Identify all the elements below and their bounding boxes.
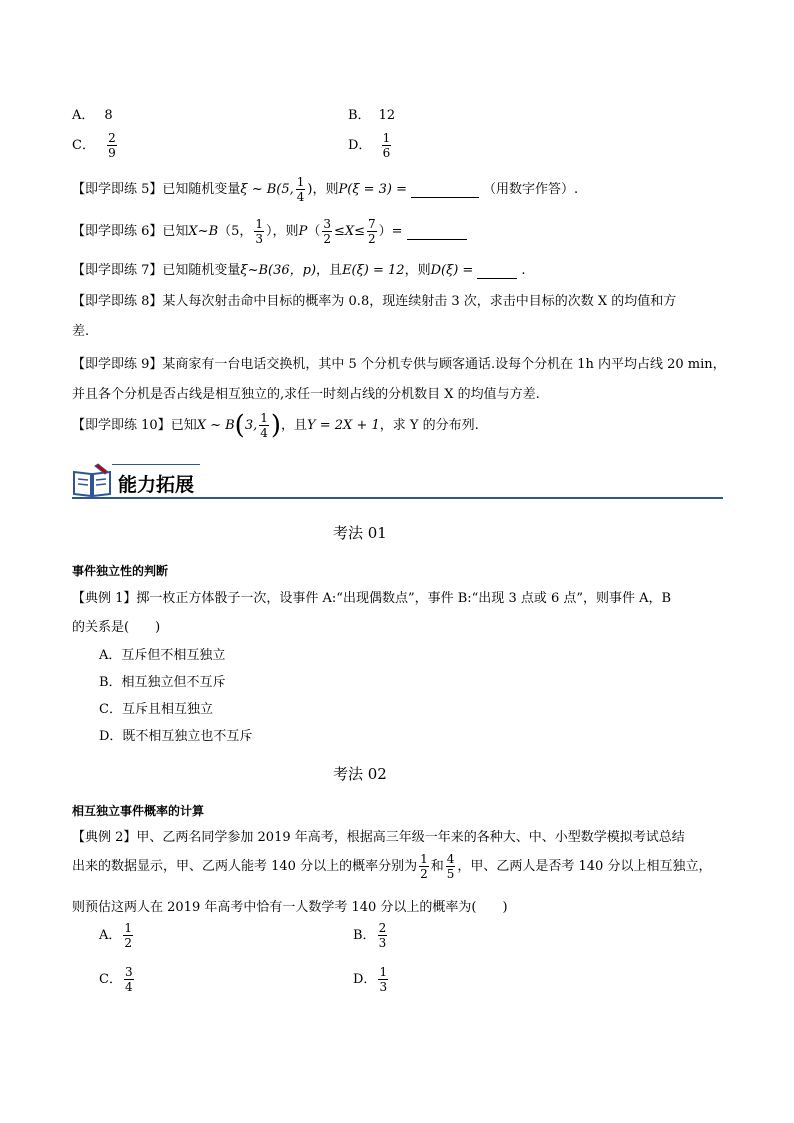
exercise-text: )，则	[307, 182, 339, 197]
example-1-cont	[72, 616, 160, 635]
exercise-tag: 【即学即练 9】	[72, 357, 163, 372]
example-text: 的关系是( )	[72, 620, 161, 635]
exercise-text: ，求 Y 的分布列.	[379, 418, 479, 433]
example-2-cont	[72, 853, 711, 880]
exercise-7	[72, 259, 525, 279]
kaofa-01-subtitle: 事件独立性的判断	[72, 564, 169, 578]
example-2-option-a	[99, 922, 135, 949]
option-b-label: B．	[348, 108, 371, 123]
option-a	[72, 104, 113, 123]
answer-blank[interactable]	[407, 224, 467, 240]
exercise-text: ，且	[281, 418, 308, 433]
fraction	[322, 218, 332, 245]
frac-den: 3	[378, 936, 387, 950]
option-d-fraction	[382, 132, 392, 159]
exercise-8-cont	[72, 320, 89, 339]
example-2	[72, 826, 685, 845]
paren-right: )	[270, 410, 282, 441]
frac-den: 5	[446, 867, 455, 881]
frac-num: 3	[124, 965, 133, 979]
fraction	[123, 922, 133, 949]
fraction	[378, 922, 388, 949]
exercise-text: ，且	[316, 263, 343, 278]
exercise-tag: 【即学即练 6】	[72, 224, 163, 239]
math-expr: D(ξ) =	[430, 263, 474, 278]
exercise-text: （用数字作答）.	[483, 182, 579, 197]
section-divider	[72, 497, 723, 499]
math-expr: 3,	[244, 418, 258, 433]
example-text: 和	[430, 859, 444, 874]
exercise-text: 差.	[72, 324, 90, 339]
option-c	[72, 132, 119, 159]
example-2-option-d	[353, 966, 390, 993]
frac-den: 2	[420, 867, 428, 881]
example-2-option-b	[353, 922, 389, 949]
exercise-text: 已知随机变量	[162, 263, 241, 278]
frac-num: 1	[420, 852, 428, 866]
frac-den: 2	[368, 232, 376, 246]
option-label: C．	[99, 972, 122, 987]
example-1	[72, 587, 671, 606]
header-accent-line	[112, 464, 200, 465]
frac-den: 2	[124, 936, 133, 950]
frac-den: 4	[296, 190, 305, 204]
example-tag: 【典例 1】	[72, 591, 137, 606]
frac-num: 2	[378, 921, 387, 935]
exercise-text: ）=	[378, 224, 403, 239]
fraction	[367, 218, 377, 245]
option-c-fraction	[107, 132, 117, 159]
example-text: 掷一枚正方体骰子一次，设事件 A:“出现偶数点”，事件 B:“出现 3 点或 6 点”，则事件 A，B	[136, 591, 672, 606]
frac-num: 7	[368, 217, 376, 231]
option-label: B．	[353, 928, 376, 943]
exercise-6	[72, 218, 471, 245]
example-1-option-a: A．互斥但不相互独立	[99, 648, 226, 663]
paren-left: (	[234, 410, 245, 441]
fraction	[296, 176, 306, 203]
example-2-cont2	[72, 896, 508, 915]
exercise-text: ，则	[404, 263, 431, 278]
option-a-value: 8	[104, 108, 113, 123]
example-text: 则预估这两人在 2019 年高考中恰有一人数学考 140 分以上的概率为( )	[72, 900, 508, 915]
exercise-text: 某人每次射击命中目标的概率为 0.8，现连续射击 3 次，求击中目标的次数 X 的均值和方	[162, 294, 677, 309]
section-title: 能力拓展	[118, 474, 195, 496]
math-expr: X ~ B	[196, 418, 235, 433]
frac-num: 4	[446, 852, 455, 866]
exercise-10	[72, 412, 479, 439]
exercise-tag: 【即学即练 5】	[72, 182, 163, 197]
option-a-label: A．	[72, 108, 95, 123]
math-expr: Y = 2X + 1	[307, 418, 380, 433]
option-c-label: C．	[72, 138, 95, 153]
example-text: 出来的数据显示，甲、乙两人能考 140 分以上的概率分别为	[72, 859, 418, 874]
frac-num: 1	[260, 411, 268, 425]
math-expr: P	[298, 224, 308, 239]
frac-den: 9	[108, 146, 116, 160]
kaofa-02-title: 考法 02	[333, 765, 387, 783]
exercise-tag: 【即学即练 7】	[72, 263, 163, 278]
math-expr: ξ ~ B(5,	[240, 182, 294, 197]
kaofa-01-title: 考法 01	[333, 524, 387, 542]
frac-num: 1	[296, 175, 305, 189]
option-d	[348, 132, 393, 159]
exercise-9	[72, 353, 726, 372]
fraction	[254, 218, 264, 245]
frac-num: 1	[124, 921, 133, 935]
frac-num: 3	[323, 217, 331, 231]
frac-num: 1	[379, 965, 388, 979]
exercise-tag: 【即学即练 10】	[72, 418, 171, 433]
option-label: A．	[99, 928, 122, 943]
frac-den: 3	[379, 980, 388, 994]
example-1-option-b: B．相互独立但不互斥	[99, 675, 226, 690]
option-b	[348, 104, 395, 123]
exercise-text: 已知	[162, 224, 189, 239]
fraction	[419, 853, 429, 880]
example-text: 甲、乙两名同学参加 2019 年高考，根据高三年级一年来的各种大、中、小型数学模拟考试总结	[136, 830, 685, 845]
math-expr: P(ξ = 3) =	[338, 182, 408, 197]
math-expr: E(ξ) = 12	[342, 263, 405, 278]
fraction	[124, 966, 134, 993]
exercise-text: （	[307, 224, 321, 239]
frac-den: 2	[323, 232, 331, 246]
fraction	[446, 853, 456, 880]
kaofa-02-subtitle: 相互独立事件概率的计算	[72, 804, 205, 818]
option-d-label: D．	[348, 138, 372, 153]
frac-den: 4	[260, 426, 268, 440]
frac-den: 3	[255, 232, 264, 246]
math-expr: X~B	[188, 224, 219, 239]
option-b-value: 12	[378, 108, 396, 123]
fraction	[259, 412, 269, 439]
answer-blank[interactable]	[477, 263, 517, 279]
option-label: D．	[353, 972, 377, 987]
answer-blank[interactable]	[411, 182, 479, 198]
frac-num: 2	[108, 131, 116, 145]
fraction	[378, 966, 388, 993]
exercise-text: ），则	[266, 224, 299, 239]
exercise-8	[72, 290, 676, 309]
frac-den: 4	[124, 980, 133, 994]
exercise-text: （5，	[218, 224, 253, 239]
frac-num: 1	[255, 217, 264, 231]
math-expr: ξ~B(36，p)	[240, 263, 317, 278]
exercise-9-cont	[72, 383, 540, 402]
exercise-text: 某商家有一台电话交换机，其中 5 个分机专供与顾客通话.设每个分机在 1h 内平均占线 20 min，	[162, 357, 726, 372]
frac-den: 6	[382, 146, 391, 160]
exercise-text: 并且各个分机是否占线是相互独立的,求任一时刻占线的分机数目 X 的均值与方差.	[72, 387, 540, 402]
example-1-option-c: C．互斥且相互独立	[99, 702, 213, 717]
example-2-option-c	[99, 966, 136, 993]
frac-num: 1	[382, 131, 391, 145]
exercise-text: 已知	[170, 418, 197, 433]
example-text: ，甲、乙两人是否考 140 分以上相互独立，	[457, 859, 712, 874]
exercise-text: 已知随机变量	[162, 182, 241, 197]
math-expr: ≤X≤	[333, 224, 366, 239]
example-1-option-d: D．既不相互独立也不互斥	[99, 729, 253, 744]
book-icon	[72, 462, 112, 498]
exercise-text: .	[521, 263, 526, 278]
exercise-5	[72, 176, 578, 203]
exercise-tag: 【即学即练 8】	[72, 294, 163, 309]
example-tag: 【典例 2】	[72, 830, 137, 845]
